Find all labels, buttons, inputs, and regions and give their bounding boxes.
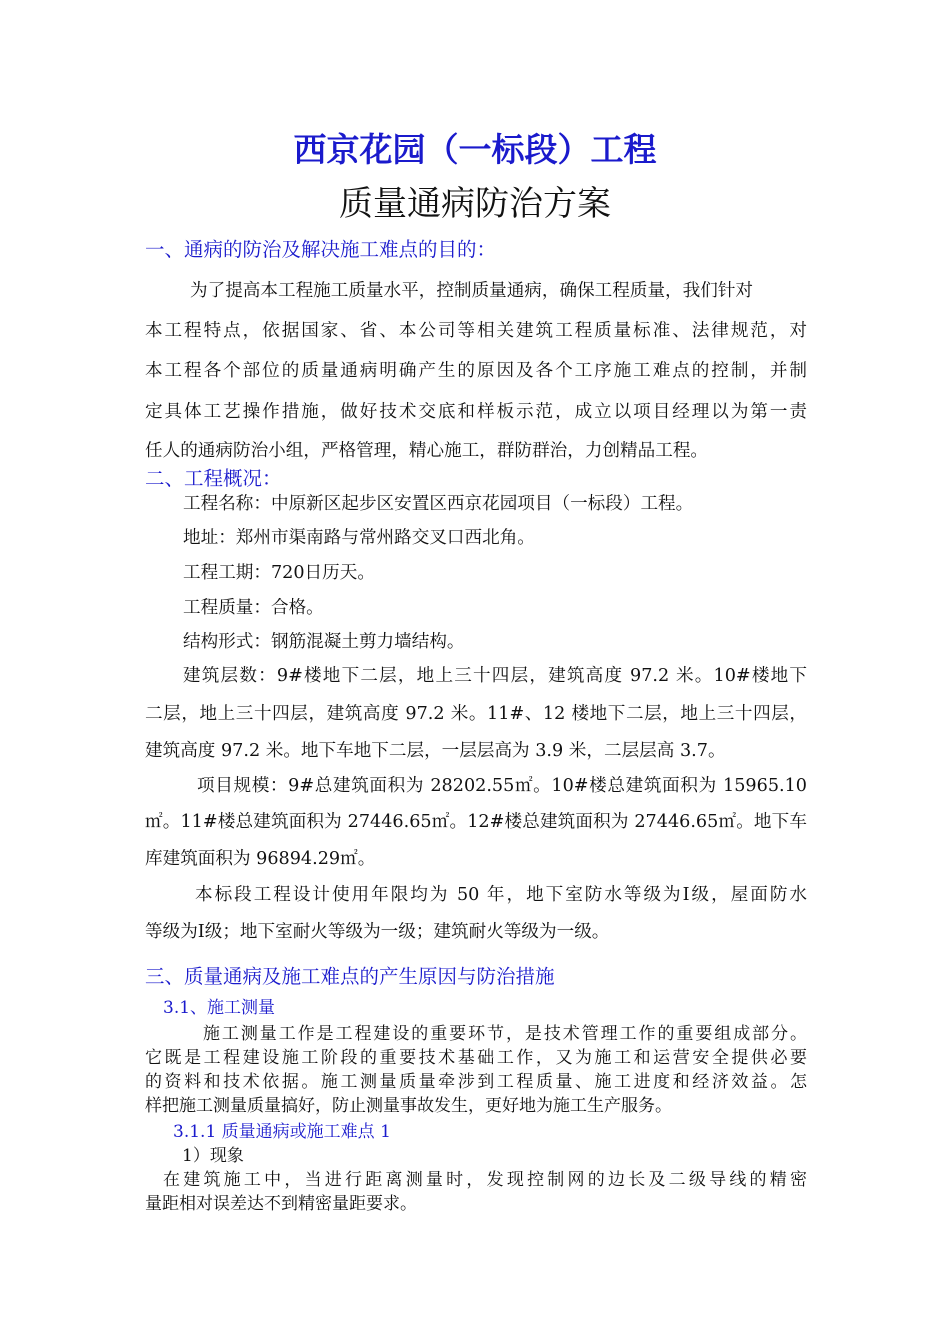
overview-item: 地址：郑州市渠南路与常州路交叉口西北角。 — [183, 528, 535, 548]
section2-heading: 二、工程概况： — [145, 467, 282, 490]
scale-line: 库建筑面积为 96894.29㎡。 — [145, 849, 376, 869]
floors-line: 二层，地上三十四层，建筑高度 97.2 米。11#、12 楼地下二层，地上三十四层， — [145, 704, 807, 724]
survey-line: 它既是工程建设施工阶段的重要技术基础工作，又为施工和运营安全提供必要 — [145, 1048, 807, 1068]
design-line: 本标段工程设计使用年限均为 50 年，地下室防水等级为Ⅰ级，屋面防水 — [195, 885, 807, 905]
section3-1-heading: 3.1、施工测量 — [163, 998, 276, 1018]
scale-line: ㎡。11#楼总建筑面积为 27446.65㎡。12#楼总建筑面积为 27446.65㎡。地下车 — [145, 812, 807, 832]
document-title: 西京花园（一标段）工程 — [293, 130, 657, 169]
floors-line: 建筑层数：9#楼地下二层，地上三十四层，建筑高度 97.2 米。10#楼地下 — [183, 666, 807, 686]
survey-line: 的资料和技术依据。施工测量质量牵涉到工程质量、施工进度和经济效益。怎 — [145, 1072, 807, 1092]
section1-line: 任人的通病防治小组，严格管理，精心施工，群防群治，力创精品工程。 — [145, 441, 709, 461]
section3-heading: 三、质量通病及施工难点的产生原因与防治措施 — [145, 965, 555, 988]
section3-1-1-heading: 3.1.1 质量通病或施工难点 1 — [173, 1122, 391, 1142]
overview-item: 工程名称：中原新区起步区安置区西京花园项目（一标段）工程。 — [183, 494, 694, 514]
survey-line: 样把施工测量质量搞好，防止测量事故发生，更好地为施工生产服务。 — [145, 1096, 672, 1116]
survey-line: 施工测量工作是工程建设的重要环节，是技术管理工作的重要组成部分。 — [203, 1024, 807, 1044]
phenomenon-line: 在建筑施工中，当进行距离测量时，发现控制网的边长及二级导线的精密 — [163, 1170, 807, 1190]
section1-line: 本工程特点，依据国家、省、本公司等相关建筑工程质量标准、法律规范，对 — [145, 321, 807, 341]
document-subtitle: 质量通病防治方案 — [339, 184, 611, 224]
section1-heading: 一、通病的防治及解决施工难点的目的： — [145, 238, 497, 261]
floors-line: 建筑高度 97.2 米。地下车地下二层，一层层高为 3.9 米，二层层高 3.7。 — [145, 741, 726, 761]
scale-line: 项目规模：9#总建筑面积为 28202.55㎡。10#楼总建筑面积为 15965.10 — [197, 776, 807, 796]
phenomenon-line: 量距相对误差达不到精密量距要求。 — [145, 1194, 417, 1214]
overview-item: 工程工期：720日历天。 — [183, 563, 375, 583]
design-line: 等级为Ⅰ级；地下室耐火等级为一级；建筑耐火等级为一级。 — [145, 922, 610, 942]
section1-line: 本工程各个部位的质量通病明确产生的原因及各个工序施工难点的控制，并制 — [145, 361, 807, 381]
overview-item: 工程质量：合格。 — [183, 598, 324, 618]
phenomenon-label: 1）现象 — [182, 1146, 244, 1166]
section1-line: 为了提高本工程施工质量水平，控制质量通病，确保工程质量，我们针对 — [190, 281, 754, 301]
overview-item: 结构形式：钢筋混凝土剪力墙结构。 — [183, 632, 465, 652]
section1-line: 定具体工艺操作措施，做好技术交底和样板示范，成立以项目经理以为第一责 — [145, 402, 807, 422]
